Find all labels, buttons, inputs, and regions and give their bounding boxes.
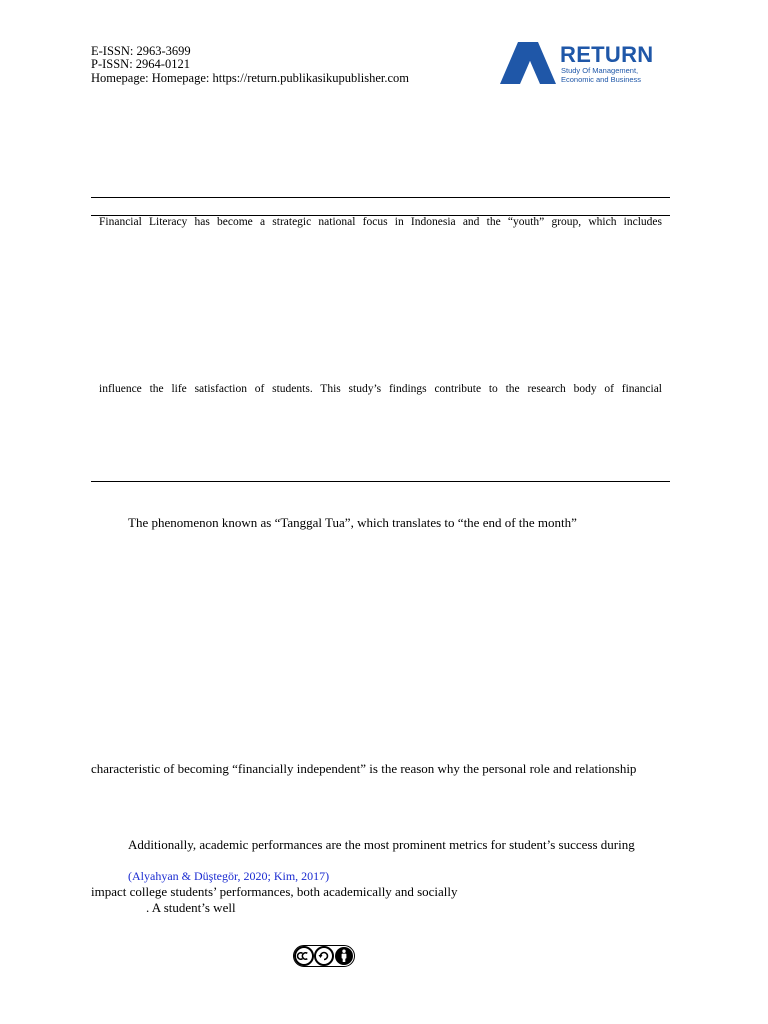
logo-wordmark: RETURN bbox=[560, 42, 654, 67]
homepage-link[interactable]: Homepage: Homepage: https://return.publikasikupublisher.com bbox=[91, 71, 409, 85]
citation-link[interactable]: (Alyahyan & Düştegör, 2020; Kim, 2017) bbox=[128, 869, 330, 883]
body-paragraph-1: The phenomenon known as “Tanggal Tua”, which translates to “the end of the month” bbox=[128, 515, 577, 530]
abstract-top-rule bbox=[91, 197, 670, 198]
logo-tagline-line-1: Study Of Management, bbox=[561, 66, 639, 75]
abstract-line-2: influence the life satisfaction of students. This study’s findings contribute to the research body of financial bbox=[99, 383, 662, 395]
journal-logo bbox=[500, 42, 654, 84]
return-logo-mark-icon bbox=[500, 42, 556, 84]
body-paragraph-2: characteristic of becoming “financially independent” is the reason why the personal role and relationship bbox=[91, 761, 637, 776]
abstract-bottom-rule bbox=[91, 481, 670, 482]
logo-tagline-line-2: Economic and Business bbox=[561, 74, 642, 84]
abstract-line-1: Financial Literacy has become a strategic national focus in Indonesia and the “youth” group, which includes bbox=[99, 216, 662, 228]
body-paragraph-5: . A student’s well bbox=[146, 900, 236, 915]
logo-tagline bbox=[561, 67, 641, 84]
eissn: E-ISSN: 2963-3699 bbox=[91, 44, 191, 58]
body-paragraph-3: Additionally, academic performances are the most prominent metrics for student’s success during bbox=[128, 837, 635, 852]
cc-by-icon bbox=[293, 945, 355, 967]
pissn: P-ISSN: 2964-0121 bbox=[91, 57, 190, 71]
body-paragraph-4: impact college students’ performances, both academically and socially bbox=[91, 884, 458, 899]
